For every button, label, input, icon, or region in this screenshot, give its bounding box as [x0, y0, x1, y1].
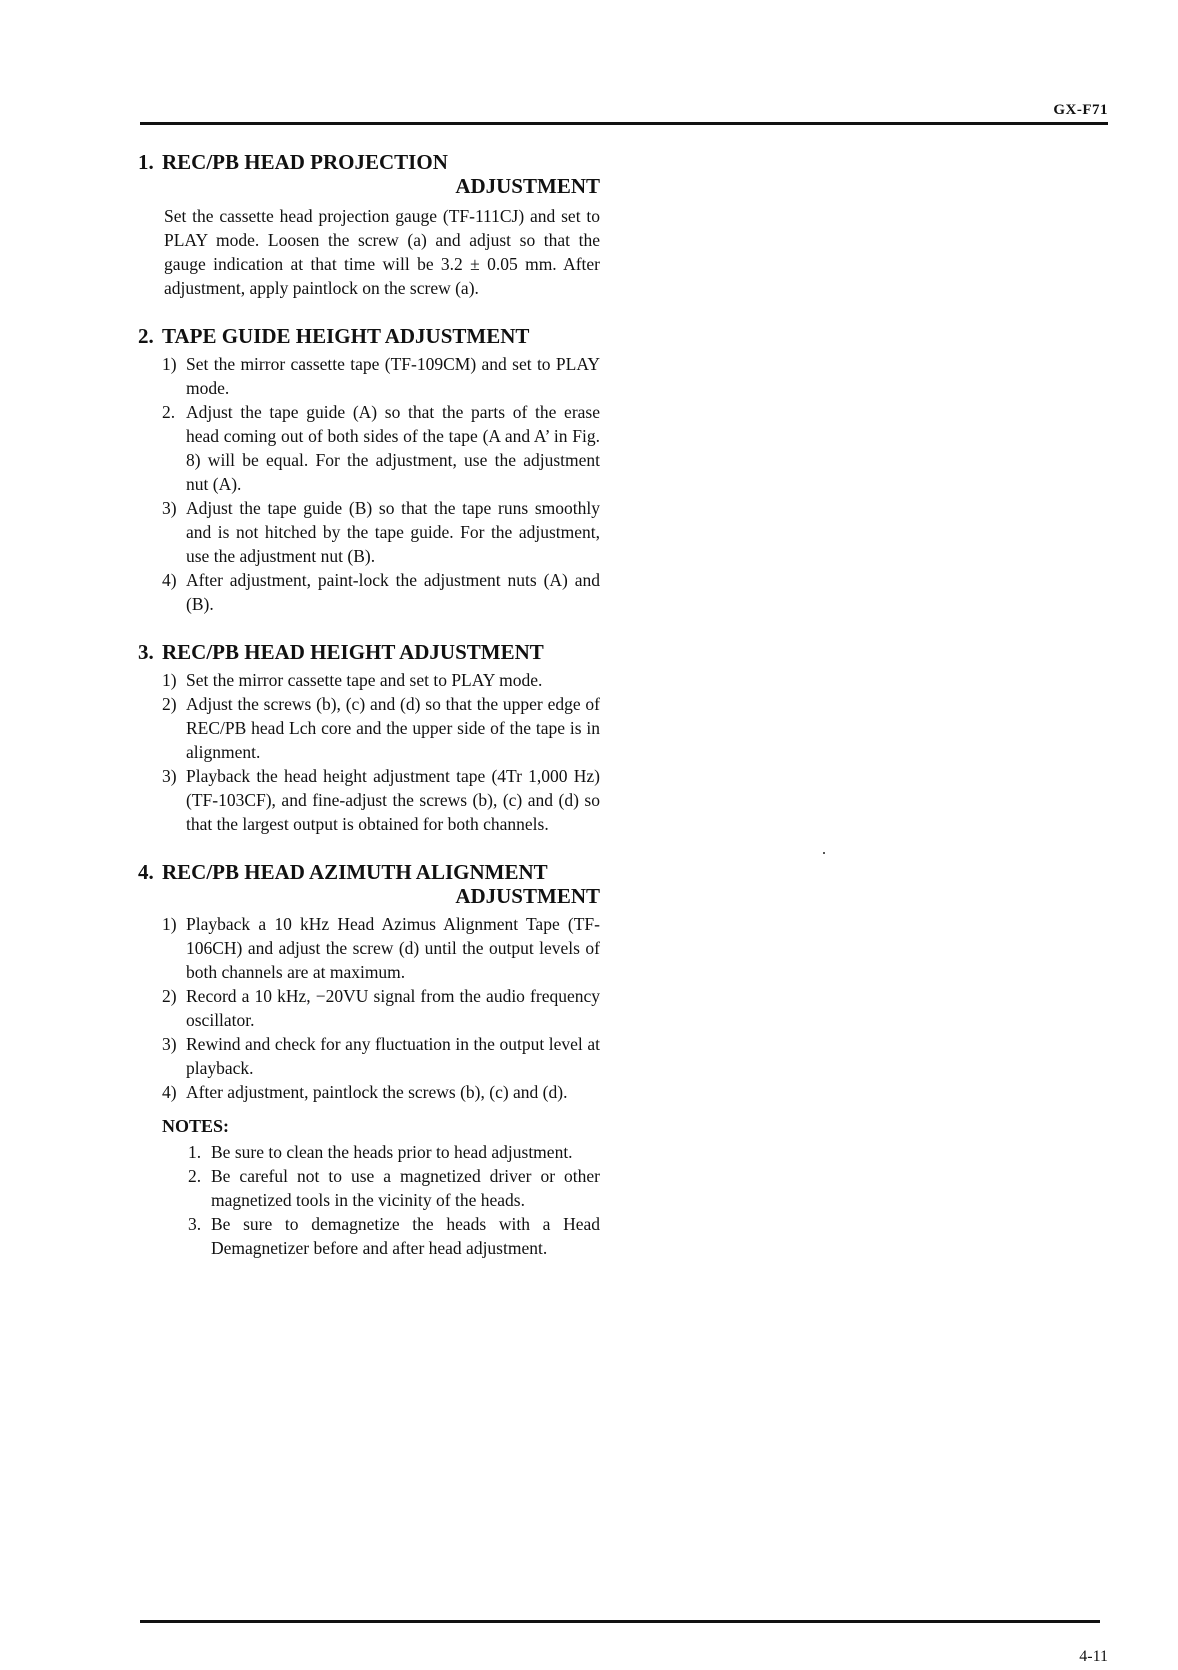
item-marker: 3)	[162, 766, 177, 786]
list-item	[138, 1032, 600, 1080]
notes-list	[138, 1140, 600, 1260]
section-number: 2.	[138, 324, 154, 348]
section-title-continued: ADJUSTMENT	[455, 884, 600, 908]
item-text: Set the mirror cassette tape and set to PLAY mode.	[186, 670, 543, 690]
list-item	[138, 1140, 600, 1164]
list-item	[138, 692, 600, 764]
section-heading	[138, 860, 600, 884]
section-paragraph: Set the cassette head projection gauge (TF-111CJ) and set to PLAY mode. Loosen the screw (a) and adjust so that the gauge indication at that time will be 3.2 ± 0.05 mm. After adjustment, apply paintlock on the screw (a).	[164, 206, 600, 298]
section-4	[138, 860, 600, 1104]
section-title: REC/PB HEAD HEIGHT ADJUSTMENT	[162, 640, 544, 664]
item-text: Be sure to clean the heads prior to head adjustment.	[211, 1142, 573, 1162]
item-text: After adjustment, paintlock the screws (b), (c) and (d).	[186, 1082, 568, 1102]
model-label: GX-F71	[1053, 102, 1108, 118]
section-title-continued: ADJUSTMENT	[455, 174, 600, 198]
item-text: Adjust the screws (b), (c) and (d) so that the upper edge of REC/PB head Lch core and the upper side of the tape is in alignment.	[186, 694, 600, 762]
item-text: Adjust the tape guide (A) so that the parts of the erase head coming out of both sides of the tape (A and A’ in Fig. 8) will be equal. For the adjustment, use the adjustment nut (A).	[186, 402, 600, 494]
section-number: 4.	[138, 860, 154, 884]
section-3	[138, 640, 600, 836]
item-text: Adjust the tape guide (B) so that the tape runs smoothly and is not hitched by the tape guide. For the adjustment, use the adjustment nut (B).	[186, 498, 600, 566]
item-marker: 3.	[188, 1214, 202, 1234]
list-item	[138, 1164, 600, 1212]
list-item	[138, 400, 600, 496]
item-marker: 2.	[188, 1166, 202, 1186]
list-item	[138, 668, 600, 692]
item-text: Playback a 10 kHz Head Azimus Alignment Tape (TF-106CH) and adjust the screw (d) until the output levels of both channels are at maximum.	[186, 914, 600, 982]
section-heading	[138, 150, 600, 174]
section-2	[138, 324, 600, 616]
item-marker: 4)	[162, 1082, 177, 1102]
item-text: After adjustment, paint-lock the adjustment nuts (A) and (B).	[186, 570, 600, 614]
item-marker: 3)	[162, 498, 177, 518]
notes-heading: NOTES:	[162, 1116, 230, 1136]
item-text: Rewind and check for any fluctuation in the output level at playback.	[186, 1034, 600, 1078]
step-list	[138, 912, 600, 1104]
section-title: REC/PB HEAD PROJECTION	[162, 150, 448, 174]
section-title: REC/PB HEAD AZIMUTH ALIGNMENT	[162, 860, 548, 884]
notes-block	[138, 1114, 600, 1260]
list-item	[138, 764, 600, 836]
step-list	[138, 352, 600, 616]
item-text: Be careful not to use a magnetized driver or other magnetized tools in the vicinity of the heads.	[211, 1166, 600, 1210]
content-column	[138, 150, 600, 1260]
item-marker: 1)	[162, 354, 177, 374]
item-marker: 1)	[162, 914, 177, 934]
bottom-rule	[140, 1620, 1100, 1623]
section-number: 1.	[138, 150, 154, 174]
list-item	[138, 352, 600, 400]
section-title: TAPE GUIDE HEIGHT ADJUSTMENT	[162, 324, 530, 348]
section-heading	[138, 640, 600, 664]
list-item	[138, 912, 600, 984]
top-rule	[140, 122, 1108, 125]
item-text: Record a 10 kHz, −20VU signal from the audio frequency oscillator.	[186, 986, 600, 1030]
item-marker: 3)	[162, 1034, 177, 1054]
list-item	[138, 568, 600, 616]
scan-speck	[823, 852, 825, 854]
item-marker: 1.	[188, 1142, 202, 1162]
item-marker: 2)	[162, 694, 177, 714]
item-text: Be sure to demagnetize the heads with a Head Demagnetizer before and after head adjustment.	[211, 1214, 600, 1258]
item-marker: 4)	[162, 570, 177, 590]
list-item	[138, 1080, 600, 1104]
page-number: 4-11	[1079, 1648, 1108, 1665]
section-heading	[138, 324, 600, 348]
item-marker: 1)	[162, 670, 177, 690]
item-text: Playback the head height adjustment tape (4Tr 1,000 Hz) (TF-103CF), and fine-adjust the screws (b), (c) and (d) so that the largest output is obtained for both channels.	[186, 766, 600, 834]
section-1	[138, 150, 600, 300]
section-number: 3.	[138, 640, 154, 664]
item-marker: 2)	[162, 986, 177, 1006]
step-list	[138, 668, 600, 836]
list-item	[138, 1212, 600, 1260]
item-marker: 2.	[162, 402, 176, 422]
item-text: Set the mirror cassette tape (TF-109CM) and set to PLAY mode.	[186, 354, 600, 398]
list-item	[138, 496, 600, 568]
list-item	[138, 984, 600, 1032]
